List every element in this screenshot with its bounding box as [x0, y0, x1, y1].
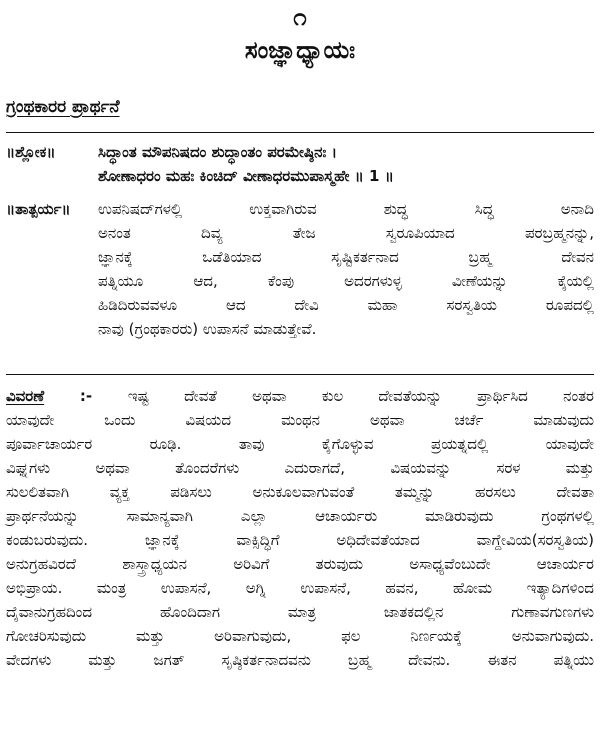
shloka-line: ಶೋಣಾಧರಂ ಮಹಃ ಕಿಂಚಿದ್ ವೀಣಾಧರಮುಪಾಸ್ಮಹೇ ॥ 1 ॥	[98, 167, 394, 185]
vivarane-separator: :-	[44, 387, 128, 405]
tatparya-line: ಅನಂತ ದಿವ್ಯ ತೇಜ ಸ್ವರೂಪಿಯಾದ ಪರಬ್ರಹ್ಮನನ್ನು,	[98, 224, 594, 242]
shloka-verse	[98, 140, 594, 188]
vivarane-line: ಅಭಿಪ್ರಾಯ. ಮಂತ್ರ ಉಪಾಸನೆ, ಅಗ್ನಿ ಉಪಾಸನೆ, ಹವನ, ಹೋಮ ಇತ್ಯಾದಿಗಳಿಂದ	[6, 579, 594, 597]
tatparya-line: ಹಿಡಿದಿರುವವಳೂ ಆದ ದೇವಿ ಮಹಾ ಸರಸ್ವತಿಯ ರೂಪದಲ್ಲಿ	[98, 296, 594, 314]
vivarane-label: ವಿವರಣೆ	[6, 387, 45, 405]
vivarane-first-line	[6, 384, 594, 408]
tatparya-line: ಜ್ಞಾನಕ್ಕೆ ಒಡೆತಿಯಾದ ಸೃಷ್ಟಿಕರ್ತನಾದ ಬ್ರಹ್ಮ ದೇವನ	[98, 248, 594, 266]
chapter-title: ಸಂಜ್ಞಾಧ್ಯಾಯಃ	[244, 36, 356, 64]
vivarane-line: ವಿಘ್ನಗಳು ಅಥವಾ ತೊಂದರೆಗಳು ಎದುರಾಗದೆ, ವಿಷಯವನ್ನು ಸರಳ ಮತ್ತು	[6, 459, 594, 477]
tatparya-line: ಪತ್ನಿಯೂ ಆದ, ಕೆಂಪು ಅದರಗಳುಳ್ಳ ವೀಣೆಯನ್ನು ಕೈಯಲ್ಲಿ	[98, 272, 594, 290]
vivarane-line: ಯಾವುದೇ ಒಂದು ವಿಷಯದ ಮಂಥನ ಅಥವಾ ಚರ್ಚೆ ಮಾಡುವುದು	[6, 411, 594, 429]
top-divider	[6, 132, 594, 133]
tatparya-label: ॥ತಾತ್ಪರ್ಯ॥	[6, 200, 71, 218]
vivarane-line: ಗೋಚರಿಸುವುದು ಮತ್ತು ಅರಿವಾಗುವುದು, ಫಲ ನಿರ್ಣಯಕ್ಕೆ ಅನುವಾಗುವುದು.	[6, 627, 594, 645]
vivarane-line: ಸುಲಲಿತವಾಗಿ ವ್ಯಕ್ತ ಪಡಿಸಲು ಅನುಕೂಲವಾಗುವಂತೆ ತಮ್ಮನ್ನು ಹರಸಲು ದೇವತಾ	[6, 483, 594, 501]
shloka-line: ಸಿದ್ಧಾಂತ ಮೌಪನಿಷದಂ ಶುದ್ಧಾಂತಂ ಪರಮೇಷ್ಠಿನಃ ।	[98, 143, 338, 161]
tatparya-text	[98, 197, 594, 341]
vivarane-line: ಪೂರ್ವಾಚಾರ್ಯರ ರೂಢಿ. ತಾವು ಕೈಗೊಳ್ಳುವ ಪ್ರಯತ್ನದಲ್ಲಿ ಯಾವುದೇ	[6, 435, 594, 453]
vivarane-line: ಕಂಡುಬರುವುದು. ಜ್ಞಾನಕ್ಕೆ ವಾಕ್ಸಿದ್ಧಿಗೆ ಅಧಿದೇವತೆಯಾದ ವಾಗ್ದೇವಿಯ(ಸರಸ್ವತಿಯ)	[6, 531, 594, 549]
page-number: ೧	[293, 3, 307, 31]
vivarane-block	[6, 384, 594, 672]
tatparya-line: ಉಪನಿಷದ್‌ಗಳಲ್ಲಿ ಉಕ್ತವಾಗಿರುವ ಶುದ್ಧ ಸಿದ್ಧ ಅನಾದಿ	[98, 200, 594, 218]
vivarane-line: ಅನುಗ್ರಹವಿರದೆ ಶಾಸ್ತ್ರಾಧ್ಯಯನ ಅರಿವಿಗೆ ತರುವುದು ಅಸಾಧ್ಯವೆಂಬುದೇ ಆಚಾರ್ಯರ	[6, 555, 594, 573]
vivarane-first-text: ಇಷ್ಟ ದೇವತೆ ಅಥವಾ ಕುಲ ದೇವತೆಯನ್ನು ಪ್ರಾರ್ಥಿಸಿದ ನಂತರ	[127, 387, 594, 405]
shloka-label: ॥ಶ್ಲೋಕ॥	[6, 143, 56, 161]
vivarane-line: ದೈವಾನುಗ್ರಹದಿಂದ ಹೊಂದಿದಾಗ ಮಾತ್ರ ಜಾತಕದಲ್ಲಿನ ಗುಣಾವಗುಣಗಳು	[6, 603, 594, 621]
bottom-divider	[6, 374, 594, 375]
vivarane-line: ವೇದಗಳು ಮತ್ತು ಜಗತ್ ಸೃಷ್ಠಿಕರ್ತನಾದವನು ಬ್ರಹ್ಮ ದೇವನು. ಈತನ ಪತ್ನಿಯು	[6, 651, 594, 669]
tatparya-line: ನಾವು (ಗ್ರಂಥಕಾರರು) ಉಪಾಸನೆ ಮಾಡುತ್ತೇವೆ.	[98, 320, 317, 338]
section-heading: ಗ್ರಂಥಕಾರರ ಪ್ರಾರ್ಥನೆ	[6, 97, 120, 117]
vivarane-line: ಪ್ರಾರ್ಥನೆಯನ್ನು ಸಾಮಾನ್ಯವಾಗಿ ಎಲ್ಲಾ ಆಚಾರ್ಯರು ಮಾಡಿರುವುದು ಗ್ರಂಥಗಳಲ್ಲಿ	[6, 507, 594, 525]
